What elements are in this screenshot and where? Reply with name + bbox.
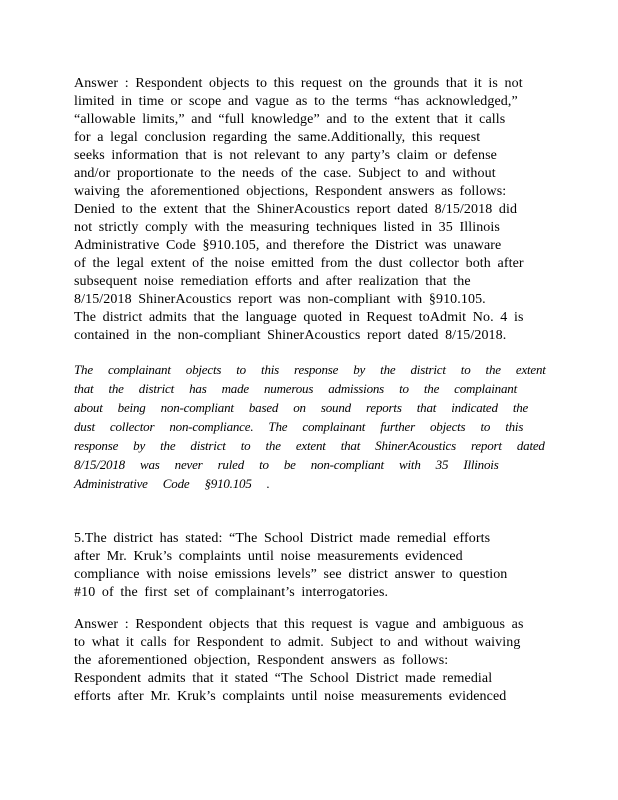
text-line: Answer : Respondent objects to this request on the grounds that it is not bbox=[74, 76, 523, 91]
text-line: contained in the non-compliant ShinerAcoustics report dated 8/15/2018. bbox=[74, 328, 507, 343]
text-line: 8/15/2018 was never ruled to be non-compliant with 35 Illinois bbox=[74, 457, 499, 472]
text-line: after Mr. Kruk’s complaints until noise measurements evidenced bbox=[74, 549, 463, 564]
text-line: waiving the aforementioned objections, Respondent answers as follows: bbox=[74, 184, 507, 199]
text-line: Respondent admits that it stated “The School District made remedial bbox=[74, 671, 493, 686]
text-line: compliance with noise emissions levels” see district answer to question bbox=[74, 567, 508, 582]
text-line: subsequent noise remediation efforts and after realization that the bbox=[74, 274, 471, 289]
text-line: 5.The district has stated: “The School District made remedial efforts bbox=[74, 531, 491, 546]
text-line: and/or proportionate to the needs of the case. Subject to and without bbox=[74, 166, 496, 181]
text-line: Administrative Code §910.105 . bbox=[74, 476, 270, 491]
text-line: seeks information that is not relevant to any party’s claim or defense bbox=[74, 148, 497, 163]
text-line: of the legal extent of the noise emitted from the dust collector both after bbox=[74, 256, 524, 271]
text-line: Answer : Respondent objects that this request is vague and ambiguous as bbox=[74, 617, 524, 632]
text-line: the aforementioned objection, Respondent answers as follows: bbox=[74, 653, 449, 668]
text-line: dust collector non-compliance. The complainant further objects to this bbox=[74, 419, 524, 434]
text-line: not strictly comply with the measuring techniques listed in 35 Illinois bbox=[74, 220, 500, 235]
text-line: “allowable limits,” and “full knowledge” and to the extent that it calls bbox=[74, 112, 506, 127]
text-line: response by the district to the extent that ShinerAcoustics report dated bbox=[74, 438, 545, 453]
text-line: The district admits that the language quoted in Request toAdmit No. 4 is bbox=[74, 310, 524, 325]
text-line: 8/15/2018 ShinerAcoustics report was non-compliant with §910.105. bbox=[74, 292, 486, 307]
text-line: #10 of the first set of complainant’s interrogatories. bbox=[74, 585, 389, 600]
text-line: The complainant objects to this response by the district to the extent bbox=[74, 362, 546, 377]
text-line: efforts after Mr. Kruk’s complaints until noise measurements evidenced bbox=[74, 689, 507, 704]
text-line: to what it calls for Respondent to admit. Subject to and without waiving bbox=[74, 635, 521, 650]
text-line: that the district has made numerous admissions to the complainant bbox=[74, 381, 517, 396]
text-line: limited in time or scope and vague as to the terms “has acknowledged,” bbox=[74, 94, 518, 109]
text-line: Denied to the extent that the ShinerAcoustics report dated 8/15/2018 did bbox=[74, 202, 518, 217]
text-line: for a legal conclusion regarding the same.Additionally, this request bbox=[74, 130, 481, 145]
text-line: about being non-compliant based on sound reports that indicated the bbox=[74, 400, 529, 415]
text-line: Administrative Code §910.105, and therefore the District was unaware bbox=[74, 238, 502, 253]
